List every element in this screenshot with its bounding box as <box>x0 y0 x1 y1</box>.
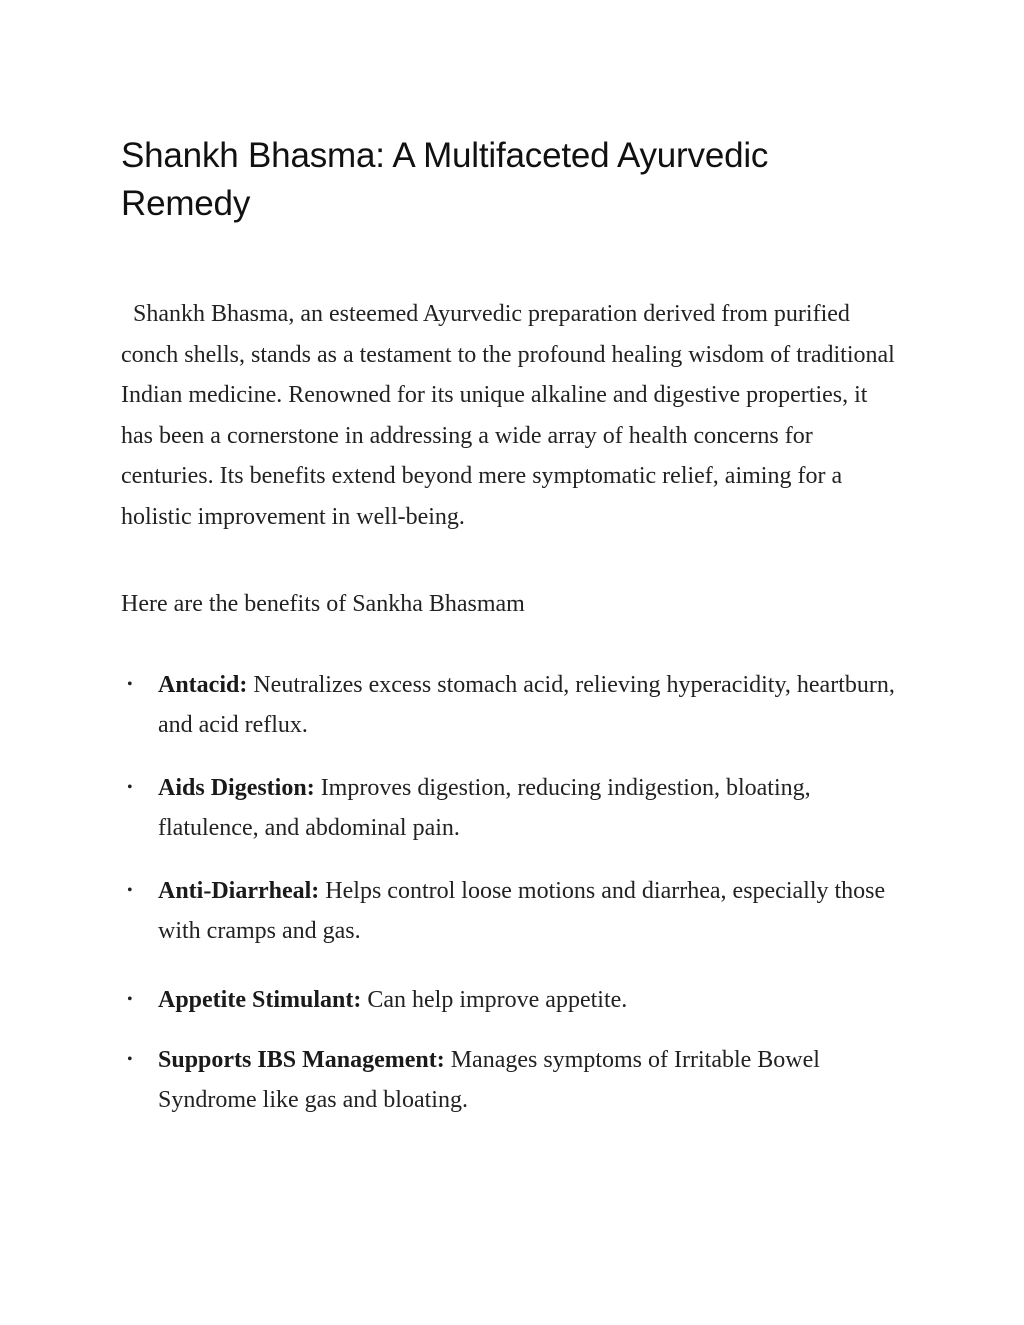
benefit-text: Manages symptoms of Irritable Bowel Syndrome like gas and bloating. <box>158 1047 820 1113</box>
benefits-list <box>121 665 901 1120</box>
benefit-item <box>121 980 901 1020</box>
benefit-term: Appetite Stimulant: <box>158 987 362 1013</box>
document-page <box>121 132 901 1120</box>
document-title: Shankh Bhasma: A Multifaceted Ayurvedic Remedy <box>121 136 769 223</box>
intro-paragraph <box>121 294 901 537</box>
benefit-text: Can help improve appetite. <box>367 987 628 1013</box>
bullet-icon: • <box>127 676 133 693</box>
benefit-item <box>121 665 901 745</box>
benefits-lead: Here are the benefits of Sankha Bhasmam <box>121 591 525 617</box>
bullet-icon: • <box>127 1051 133 1068</box>
benefit-term: Anti-Diarrheal: <box>158 878 320 904</box>
benefit-text: Improves digestion, reducing indigestion, bloating, flatulence, and abdominal pain. <box>158 775 811 841</box>
benefit-text: Neutralizes excess stomach acid, relieving hyperacidity, heartburn, and acid reflux. <box>158 672 895 738</box>
benefit-item <box>121 768 901 848</box>
benefit-text: Helps control loose motions and diarrhea, especially those with cramps and gas. <box>158 878 886 944</box>
benefit-term: Aids Digestion: <box>158 775 315 801</box>
bullet-icon: • <box>127 991 133 1008</box>
benefit-item <box>121 871 901 951</box>
benefit-item <box>121 1040 901 1120</box>
benefit-term: Antacid: <box>158 672 248 698</box>
benefit-term: Supports IBS Management: <box>158 1047 445 1073</box>
bullet-icon: • <box>127 779 133 796</box>
intro-text: Shankh Bhasma, an esteemed Ayurvedic preparation derived from purified conch shells, stands as a testament to the profound healing wisdom of traditional Indian medicine. Renowned for its unique alkaline and digestive properties, it has been a cornerstone in addressing a wide array of health concerns for centuries. Its benefits extend beyond mere symptomatic relief, aiming for a holistic improvement in well-being. <box>121 301 895 530</box>
bullet-icon: • <box>127 882 133 899</box>
